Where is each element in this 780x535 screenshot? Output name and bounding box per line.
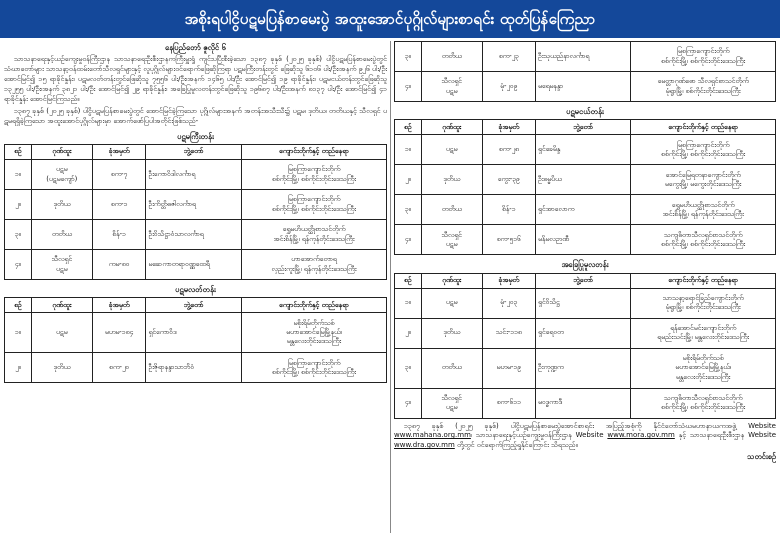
dateline: နေပြည်တော် ဇူလိုင် ၆ xyxy=(164,43,227,52)
rank-line: ဒုတိယ xyxy=(53,363,71,372)
header-roll: ခုံအမှတ် xyxy=(482,120,535,135)
closing-text-2: ၊ သာသနာရေးနှင့်ယဉ်ကျေးမှုဝန်ကြီးဌာန Website xyxy=(470,431,604,440)
school-line-2: မဟာအောင်မြေမြို့နယ်၊ xyxy=(286,328,342,337)
table-row xyxy=(5,250,387,280)
school-line-2: စစ်ကိုင်းမြို့၊ စစ်ကိုင်းတိုင်းဒေသကြီး xyxy=(661,403,746,411)
row-school xyxy=(241,190,386,220)
row-school xyxy=(631,318,776,348)
table-row xyxy=(395,165,776,195)
row-school xyxy=(631,288,776,318)
rank-line: သီလရှင် xyxy=(441,230,462,239)
rank-line: ပဋမ xyxy=(445,145,458,154)
row-no: ၁။ xyxy=(5,160,32,190)
row-no: ၃။ xyxy=(5,220,32,250)
rank-line-2: ပဋမ xyxy=(445,239,458,248)
rank-line: တတိယ xyxy=(51,229,72,238)
school-line-2: မကွေးမြို့၊ မကွေးတိုင်းဒေသကြီး xyxy=(664,179,742,188)
row-name: ဦးကောဝိဒါလင်္ကာရ xyxy=(146,160,242,190)
row-rank xyxy=(31,353,92,383)
school-line-2: စစ်ကိုင်းမြို့၊ စစ်ကိုင်းတိုင်းဒေသကြီး xyxy=(661,239,746,248)
section-title-pathama-lat: ပဋမလတ်တန်း xyxy=(175,285,216,295)
school-line-2: မုံရွာမြို့၊ စစ်ကိုင်းတိုင်းဒေသကြီး xyxy=(665,86,741,95)
school-line-1: မြစကြာကျောင်းတိုက် xyxy=(676,140,730,149)
row-roll: မုံ-၂၀၉ xyxy=(482,72,535,102)
school-line-1: မြစကြာကျောင်းတိုက် xyxy=(287,358,341,367)
row-school xyxy=(631,165,776,195)
header-name: ဘွဲ့တော် xyxy=(146,298,242,313)
rank-line: ဒုတိယ xyxy=(443,175,461,184)
row-school xyxy=(631,388,776,418)
row-name: ဦးဓမ္မပိယ xyxy=(535,165,630,195)
row-name: မဝဒ္ဓကာဒီ xyxy=(535,388,630,418)
rank-line: ပဋမ xyxy=(445,298,458,307)
school-line-1: ဟာအောက်တောရ xyxy=(291,255,337,264)
school-line-1: မြစကြာကျောင်းတိုက် xyxy=(287,165,341,174)
table-header-row xyxy=(5,145,387,160)
table-row xyxy=(395,195,776,225)
row-no: ၄။ xyxy=(395,225,422,255)
table-header-row xyxy=(5,298,387,313)
row-name: မနိမလဉာဏီ xyxy=(535,225,630,255)
row-no: ၄။ xyxy=(5,250,32,280)
header-no: စဉ် xyxy=(395,273,422,288)
header-no: စဉ် xyxy=(5,145,32,160)
row-roll: စက-၂၈ xyxy=(482,135,535,165)
table-row xyxy=(395,135,776,165)
school-line-2: အင်းစိန်မြို့၊ ရန်ကုန်တိုင်းဒေသကြီး xyxy=(273,234,355,243)
row-roll: သင်း-၁၁၈ xyxy=(482,318,535,348)
rank-line-2: (ပဋမကျော်) xyxy=(46,174,78,183)
table-row xyxy=(5,190,387,220)
row-roll: စက-၅၁၆ xyxy=(482,225,535,255)
school-line-2: ရမည်းသင်းမြို့၊ မန္တလေးတိုင်းဒေသကြီး xyxy=(657,333,749,341)
row-school xyxy=(241,160,386,190)
row-no: ၃။ xyxy=(395,195,422,225)
row-school xyxy=(631,135,776,165)
results-table-pathama-lat-part-2 xyxy=(394,41,776,102)
school-line-1: သာသနာ့ရောင်ခြည်ကျောင်းတိုက် xyxy=(662,293,744,302)
left-column xyxy=(4,41,387,533)
results-table-basic-primary xyxy=(394,273,776,419)
school-line-2: စစ်ကိုင်းမြို့၊ စစ်ကိုင်းတိုင်းဒေသကြီး xyxy=(271,204,356,213)
results-table-pathama-gyi xyxy=(4,144,387,280)
rank-line: သီလရှင် xyxy=(441,393,462,402)
closing-text-1: ၁၃၈၇ ခုနှစ် (၂၀၂၅ ခုနှစ်) ပါငွိပဋမပြန်စာမေးပွဲအောင်စာရင်း အပြည့်အစုံကို နိုင်ငံတော်သံဃမဟာနာယကအဖွဲ့ Website xyxy=(404,421,776,430)
column-divider xyxy=(390,41,391,533)
row-roll: စက-၁ xyxy=(92,190,145,220)
row-school xyxy=(631,348,776,388)
row-no: ၃။ xyxy=(395,42,422,72)
mora-website-link[interactable]: www.mora.gov.mm xyxy=(607,431,675,440)
table-row xyxy=(395,288,776,318)
header-roll: ခုံအမှတ် xyxy=(92,298,145,313)
row-no: ၁။ xyxy=(395,288,422,318)
row-roll: မဟမ-၁၈၄ xyxy=(92,313,145,353)
school-line-2: လှည်းကူးမြို့၊ ရန်ကုန်တိုင်းဒေသကြီး xyxy=(271,264,357,273)
row-roll: ကွေး-၃၉ xyxy=(482,165,535,195)
table-row xyxy=(395,318,776,348)
dra-website-link[interactable]: www.dra.gov.mm xyxy=(394,441,455,450)
row-roll: စိန်-၁ xyxy=(92,220,145,250)
header-rank: ဂုဏ်ထူး xyxy=(31,145,92,160)
rank-line: တတိယ xyxy=(441,51,462,60)
table-row xyxy=(5,220,387,250)
row-rank xyxy=(31,220,92,250)
row-name: ဦးကုဏ္ဍက xyxy=(535,348,630,388)
row-school xyxy=(241,220,386,250)
header-rank: ဂုဏ်ထူး xyxy=(31,298,92,313)
row-rank xyxy=(421,195,482,225)
table-row xyxy=(395,388,776,418)
row-rank xyxy=(31,250,92,280)
school-line-2: မဟာအောင်မြေမြို့နယ်၊ xyxy=(675,363,731,372)
row-roll: မဟမ-၁၉ xyxy=(482,348,535,388)
rank-line: ဒုတိယ xyxy=(53,199,71,208)
table-row xyxy=(395,225,776,255)
table-row xyxy=(395,42,776,72)
table-row xyxy=(395,72,776,102)
row-rank xyxy=(421,348,482,388)
row-rank xyxy=(421,165,482,195)
row-school xyxy=(631,225,776,255)
school-line-3: မန္တလေးတိုင်းဒေသကြီး xyxy=(286,337,342,346)
row-school xyxy=(241,353,386,383)
row-roll: စက-၂၃ xyxy=(482,42,535,72)
header-name: ဘွဲ့တော် xyxy=(535,273,630,288)
headline-title: အစိုးရပါငွိပဋမပြန်စာမေးပွဲ အထူးအောင်ပုဂ္ဂိုလ်များစာရင်း ထုတ်ပြန်ကြေညာ xyxy=(184,9,596,28)
school-line-3: မန္တလေးတိုင်းဒေသကြီး xyxy=(675,372,731,381)
row-roll: စက-၂၀ xyxy=(92,353,145,383)
intro-paragraph-1: သာသနာရေးနှင့်ယဉ်ကျေးမှုဝန်ကြီးဌာန သာသနာရေးဦးစီးဌာနကကြီးမှူးရှုံ ကျင်းပပြီးစီးခဲ့သော ၁၃၈၇ ခုနှစ် (၂၀၂၅ ခုနှစ်) ပါငွိပဋမပြန်စာမေးပွဲတွင် သံဃာတော်များ သာသနာ့ဝန်ထမ်းတော်သီလရှင်များနှင့် လူပုဂ္ဂိုလ်များဝင်ရောက်ဖြေဆိုကြရာ ပဋမကြီးတန်းတွင် ဖြေဆိုသူ ၆၁၀၆ ပါး/ဦး၊အနက် ၉၂၆ ပါး/ဦး အောင်မြင်၍ ၁၅ ရာခိုင်နှုန်း၊ ပဋမလတ်တန်းတွင်ဖြေဆိုသူ ၇၅၅၆ ပါး/ဦး၊အနက် ၁၄၆၅ ပါး/ဦး အောင်မြင်၍ ၁၉ ရာခိုင်နှုန်း၊ ပဋမငယ်တန်းတွင်ဖြေဆိုသူ ၁၃၂၅၅ ပါး/ဦး၊အနက် ၃၈၂၁ ပါး/ဦး အောင်မြင်၍ ၂၉ ရာခိုင်နှုန်း၊ အခြေပြုမူလတန်းတွင်ဖြေဆိုသူ ၁၉၆၈၇ ပါး/ဦး၊အနက် ၈၁၃၇ ပါး/ဦး အောင်မြင်၍ ၄၁ ရာခိုင်နှုန်း အောင်မြင်ကြသည်။ xyxy=(4,55,387,103)
table-header-row xyxy=(395,120,776,135)
row-name: ရှင်ရေဝတ xyxy=(535,318,630,348)
row-rank xyxy=(421,225,482,255)
header-school: ကျောင်းတိုက်နှင့် တည်နေရာ xyxy=(241,145,386,160)
school-line-1: မစိုးရိမ်တိုက်သစ် xyxy=(293,319,335,328)
school-line-2: စစ်ကိုင်းမြို့၊ စစ်ကိုင်းတိုင်းဒေသကြီး xyxy=(271,367,356,376)
school-line-2: စစ်ကိုင်းမြို့၊ စစ်ကိုင်းတိုင်းဒေသကြီး xyxy=(661,56,746,65)
mahana-website-link[interactable]: www.mahana.org.mm xyxy=(394,431,471,440)
row-name: မရေမနန္ဒာ xyxy=(535,72,630,102)
school-line-1: မစိုးရိမ်တိုက်သစ် xyxy=(682,354,724,363)
row-school xyxy=(241,313,386,353)
row-rank xyxy=(31,190,92,220)
headline-banner xyxy=(0,0,780,38)
rank-line-2: ပဋမ xyxy=(56,264,68,273)
school-line-1: ရန်အောင်မင်းကျောင်းတိုက် xyxy=(670,323,737,332)
closing-text-4: တို့တွင် ဝင်ရောက်ကြည့်ရှုနိုင်ကြောင်း သိရသည်။ xyxy=(457,441,578,450)
row-rank xyxy=(421,72,482,102)
results-table-pathama-nge xyxy=(394,119,776,255)
school-line-1: သကျဓိတာသီလရှင်စာသင်တိုက် xyxy=(663,393,743,402)
row-no: ၂။ xyxy=(395,165,422,195)
school-line-1: မြစကြာကျောင်းတိုက် xyxy=(676,47,730,56)
rank-line: သီလရှင် xyxy=(441,77,462,86)
row-name: ဦးသုယည်နာလင်္ကာရ xyxy=(535,42,630,72)
table-row xyxy=(5,313,387,353)
row-rank xyxy=(421,288,482,318)
school-line-2: မုံရွာမြို့၊ စစ်ကိုင်းတိုင်းဒေသကြီး xyxy=(665,303,741,311)
row-no: ၄။ xyxy=(395,388,422,418)
results-table-pathama-lat-part-1 xyxy=(4,297,387,383)
row-name: ဦးဝိသိဋ္ဌာဝံသာလင်္ကာရ xyxy=(146,220,242,250)
row-roll: မုံ-၂၀၃ xyxy=(482,288,535,318)
row-roll: စက-၇ xyxy=(92,160,145,190)
header-name: ဘွဲ့တော် xyxy=(535,120,630,135)
row-school xyxy=(631,72,776,102)
rank-line: သီလရှင် xyxy=(51,255,73,264)
school-line-1: မေတ္တာဂုဏ်ဓော သီလရှင်စာသင်တိုက် xyxy=(657,77,749,86)
school-line-2: စစ်ကိုင်းမြို့၊ စစ်ကိုင်းတိုင်းဒေသကြီး xyxy=(271,174,356,183)
school-line-2: အင်းစိန်မြို့၊ ရန်ကုန်တိုင်းဒေသကြီး xyxy=(662,209,744,218)
row-school xyxy=(241,250,386,280)
school-line-1: ရွှေမဟိယတ္ထိုစာသင်တိုက် xyxy=(282,225,346,234)
row-school xyxy=(631,42,776,72)
row-no: ၃။ xyxy=(395,348,422,388)
row-no: ၁။ xyxy=(395,135,422,165)
row-rank xyxy=(31,313,92,353)
signature: သတင်းစဉ် xyxy=(747,452,776,462)
header-school: ကျောင်းတိုက်နှင့် တည်နေရာ xyxy=(631,273,776,288)
rank-line: ဒုတိယ xyxy=(443,328,461,337)
row-no: ၂။ xyxy=(5,353,32,383)
row-rank xyxy=(31,160,92,190)
row-roll: စိန်-၁ xyxy=(482,195,535,225)
table-row xyxy=(5,353,387,383)
row-no: ၂။ xyxy=(395,318,422,348)
row-school xyxy=(631,195,776,225)
row-name: ရှင်ခေမိန္ဒ xyxy=(535,135,630,165)
header-name: ဘွဲ့တော် xyxy=(146,145,242,160)
section-title-basic-primary: အခြေပြုမူလတန်း xyxy=(561,260,609,270)
section-title-pathama-gyi: ပဋမကြီးတန်း xyxy=(177,131,214,141)
intro-paragraph-2: ၁၃၈၇ ခုနှစ် (၂၀၂၅ ခုနှစ်) ပါငွိပဋမပြန်စာမေးပွဲတွင် အောင်မြင်ခဲ့ကြသော ပုဂ္ဂိုလ်များအနက် အတန်းအသီးသီး၌ ပဋမ၊ ဒုတိယ၊ တတိယနှင့် သီလရှင် ပဋမရရှိခဲ့ကြသော အထူးအောင်ပုဂ္ဂိုလ်များမှာ အောက်ဖော်ပြပါအတိုင်းဖြစ်သည်- xyxy=(4,106,387,125)
header-rank: ဂုဏ်ထူး xyxy=(421,120,482,135)
rank-line: တတိယ xyxy=(441,205,462,214)
rank-line: တတိယ xyxy=(441,363,462,372)
rank-line: ပဋမ xyxy=(56,328,68,337)
rank-line: ပဋမ xyxy=(56,165,68,174)
school-line-1: ရွှေမဟိယတ္ထိုစာသင်တိုက် xyxy=(671,200,735,209)
school-line-1: အောင်မြေရတနာကျောင်းတိုက် xyxy=(665,170,741,179)
row-rank xyxy=(421,42,482,72)
school-line-2: စစ်ကိုင်းမြို့၊ စစ်ကိုင်းတိုင်းဒေသကြီး xyxy=(661,149,746,158)
row-name: ဦးကိတ္တိဓဇါလင်္ကာရ xyxy=(146,190,242,220)
row-rank xyxy=(421,135,482,165)
closing-paragraph xyxy=(394,422,776,452)
row-no: ၄။ xyxy=(395,72,422,102)
section-title-pathama-nge: ပဋမငယ်တန်း xyxy=(566,107,604,116)
row-name: ရှင်အာလောက xyxy=(535,195,630,225)
rank-line-2: ပဋမ xyxy=(445,403,458,411)
row-rank xyxy=(421,388,482,418)
rank-line-2: ပဋမ xyxy=(445,86,458,95)
row-rank xyxy=(421,318,482,348)
header-school: ကျောင်းတိုက်နှင့် တည်နေရာ xyxy=(631,120,776,135)
header-roll: ခုံအမှတ် xyxy=(92,145,145,160)
row-name: ဦးဇိုရာနန္ဒာသာဘိဝံ xyxy=(146,353,242,383)
header-rank: ဂုဏ်ထူး xyxy=(421,273,482,288)
header-school: ကျောင်းတိုက်နှင့် တည်နေရာ xyxy=(241,298,386,313)
table-header-row xyxy=(395,273,776,288)
row-name: မဆေကာတရာဝဏ္ဏထေရီ xyxy=(146,250,242,280)
header-no: စဉ် xyxy=(5,298,32,313)
table-row xyxy=(5,160,387,190)
right-column xyxy=(394,41,776,533)
row-roll: ကမ-၈၀ xyxy=(92,250,145,280)
row-name: ရှင်ဝိသိဋ္ဌ xyxy=(535,288,630,318)
row-no: ၁။ xyxy=(5,313,32,353)
table-row xyxy=(395,348,776,388)
school-line-1: မြစကြာကျောင်းတိုက် xyxy=(287,195,341,204)
closing-text-3: နှင့် သာသနာရေးဦးစီးဌာန Website xyxy=(678,431,776,440)
header-no: စဉ် xyxy=(395,120,422,135)
school-line-1: သကျဓိတာသီလရှင်စာသင်တိုက် xyxy=(663,230,743,239)
row-name: ရှင်ကောဝိဒ xyxy=(146,313,242,353)
row-no: ၂။ xyxy=(5,190,32,220)
header-roll: ခုံအမှတ် xyxy=(482,273,535,288)
row-roll: စက-၆၁၁ xyxy=(482,388,535,418)
